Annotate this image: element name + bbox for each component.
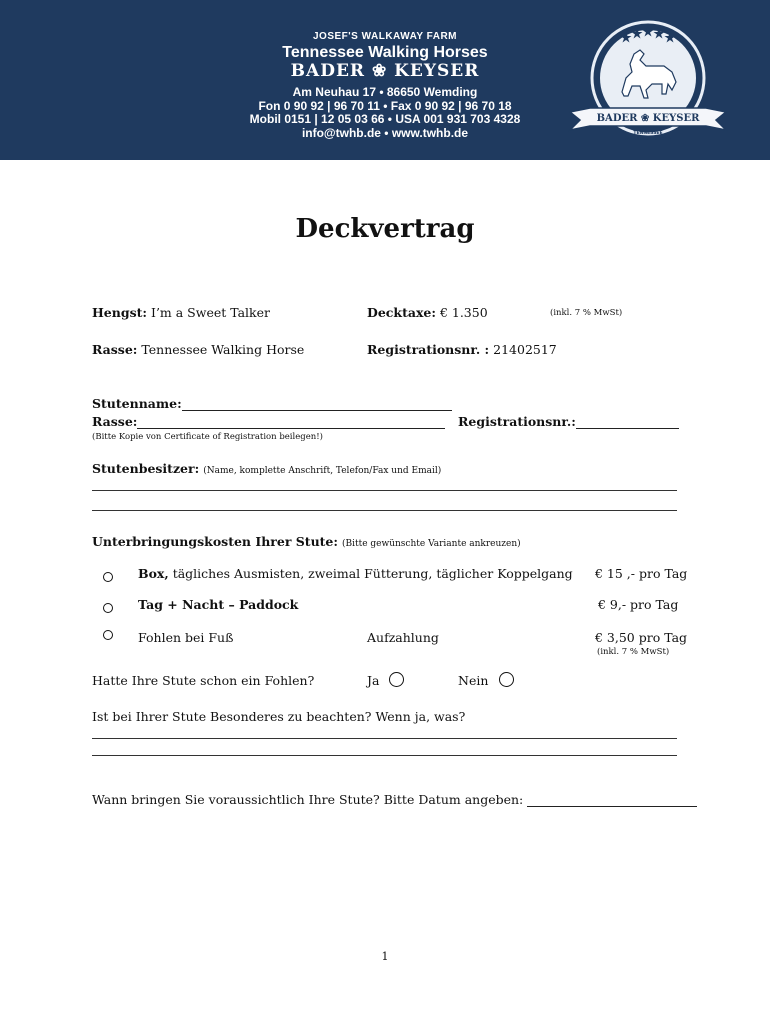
owner-label: Stutenbesitzer:: [92, 461, 200, 476]
fee-note: (inkl. 7 % MwSt): [550, 308, 623, 318]
special-line-2[interactable]: [92, 755, 677, 756]
mare-reg-label: Registrationsnr.:: [458, 414, 576, 429]
option-box-label: Box, tägliches Ausmisten, zweimal Fütterung, täglicher Koppelgang: [138, 566, 573, 581]
mare-breed-label: Rasse:: [92, 414, 138, 429]
stallion-breed-label: Rasse:: [92, 342, 138, 357]
option-foal-price: € 3,50 pro Tag: [595, 630, 688, 645]
boarding-label: Unterbringungskosten Ihrer Stute:: [92, 534, 339, 549]
fee-row: [367, 305, 488, 320]
mare-name-row: [92, 396, 452, 411]
mare-name-field[interactable]: [182, 398, 452, 411]
mare-breed-row: [92, 414, 445, 429]
fee-label: Decktaxe:: [367, 305, 436, 320]
stallion-label: Hengst:: [92, 305, 148, 320]
special-question: Ist bei Ihrer Stute Besonderes zu beachten? Wenn ja, was?: [92, 709, 466, 724]
answer-yes-radio[interactable]: [389, 672, 404, 687]
option-paddock-label: Tag + Nacht – Paddock: [138, 597, 299, 612]
foal-question: Hatte Ihre Stute schon ein Fohlen?: [92, 673, 315, 688]
owner-line-1[interactable]: [92, 490, 677, 491]
option-foal-label: Fohlen bei Fuß: [138, 630, 234, 645]
boarding-row: [92, 534, 521, 549]
svg-text:WALKING HORSES: WALKING HORSES: [625, 137, 671, 142]
letterhead-text: [200, 30, 570, 140]
svg-text:TENNESSEE: TENNESSEE: [633, 131, 663, 136]
farm-logo-icon: [560, 20, 735, 145]
mare-name-label: Stutenname:: [92, 396, 182, 411]
mare-reg-row: [458, 414, 679, 429]
farm-name: JOSEF'S WALKAWAY FARM: [312, 31, 457, 42]
phone-fax-line: Fon 0 90 92 | 96 70 11 • Fax 0 90 92 | 96 70 18: [258, 98, 512, 113]
option-box-price: € 15 ,- pro Tag: [595, 566, 688, 581]
stallion-value: I’m a Sweet Talker: [151, 305, 270, 320]
mare-reg-field[interactable]: [576, 416, 679, 429]
date-field[interactable]: [527, 794, 697, 807]
address-line: Am Neuhau 17 • 86650 Wemding: [292, 85, 478, 99]
mare-breed-field[interactable]: [137, 416, 445, 429]
stallion-reg-value: 21402517: [493, 342, 557, 357]
option-paddock-radio[interactable]: [103, 603, 113, 613]
letterhead-banner: [0, 0, 770, 160]
stallion-reg-label: Registrationsnr. :: [367, 342, 490, 357]
date-row: [92, 792, 697, 807]
mare-note: (Bitte Kopie von Certificate of Registration beilegen!): [92, 432, 323, 442]
answer-yes-label: Ja: [367, 673, 380, 688]
option-paddock-price: € 9,- pro Tag: [598, 597, 679, 612]
breed-name: Tennessee Walking Horses: [282, 44, 488, 61]
stallion-row: [92, 305, 270, 320]
owner-hint: (Name, komplette Anschrift, Telefon/Fax und Email): [203, 466, 442, 476]
answer-no-label: Nein: [458, 673, 489, 688]
boarding-hint: (Bitte gewünschte Variante ankreuzen): [342, 539, 521, 549]
option-foal-price-note: (inkl. 7 % MwSt): [597, 647, 670, 657]
stallion-reg-row: [367, 342, 557, 357]
date-question: Wann bringen Sie voraussichtlich Ihre Stute? Bitte Datum angeben:: [92, 792, 524, 807]
answer-no-radio[interactable]: [499, 672, 514, 687]
brand-name: BADER ❀ KEYSER: [290, 61, 480, 81]
option-box-radio[interactable]: [103, 572, 113, 582]
mobile-line: Mobil 0151 | 12 05 03 66 • USA 001 931 703 4328: [249, 112, 521, 127]
owner-row: [92, 461, 441, 476]
fee-value: € 1.350: [439, 305, 488, 320]
svg-text:BADER ❀ KEYSER: BADER ❀ KEYSER: [596, 113, 700, 124]
page-title: Deckvertrag: [295, 214, 475, 244]
stallion-breed-row: [92, 342, 304, 357]
owner-line-2[interactable]: [92, 510, 677, 511]
option-foal-surcharge: Aufzahlung: [367, 630, 439, 645]
option-foal-radio[interactable]: [103, 630, 113, 640]
page-number: 1: [381, 950, 389, 963]
stallion-breed-value: Tennessee Walking Horse: [141, 342, 305, 357]
contact-line: info@twhb.de • www.twhb.de: [301, 125, 469, 140]
special-line-1[interactable]: [92, 738, 677, 739]
